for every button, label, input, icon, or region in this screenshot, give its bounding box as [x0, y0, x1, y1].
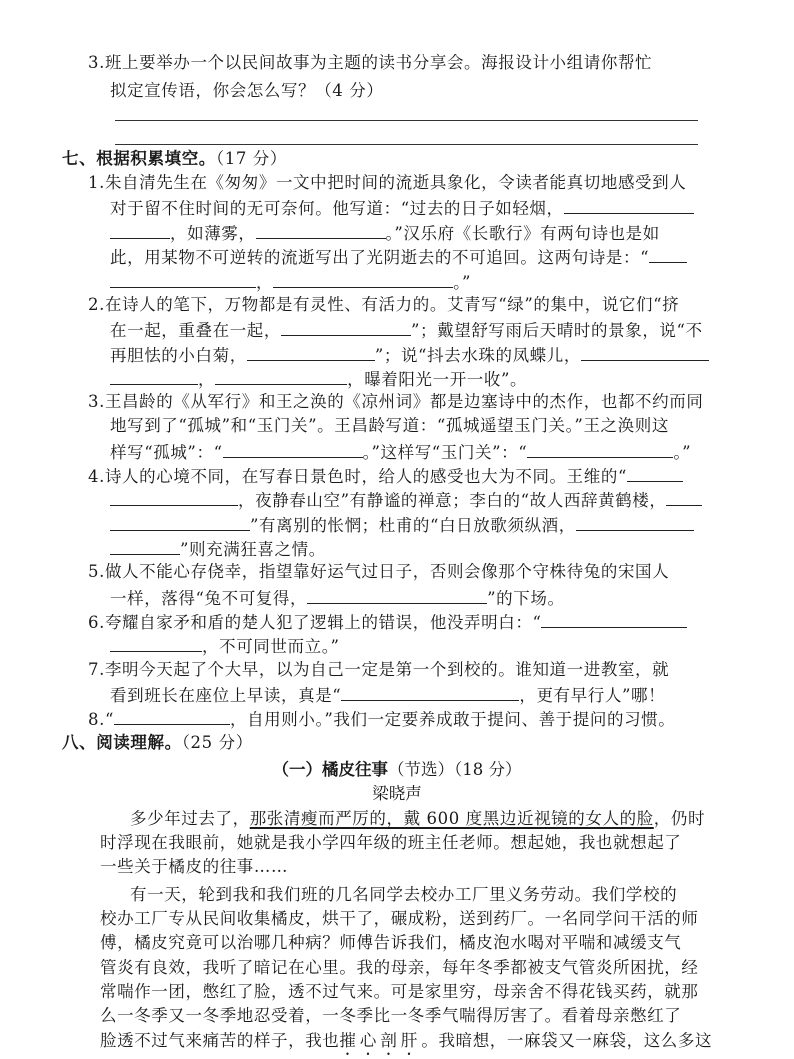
q7-1-line-2 [110, 196, 694, 220]
q7-4-line-1 [88, 464, 683, 488]
blank-q6-b[interactable] [110, 634, 202, 652]
passage-title-line [0, 759, 794, 781]
answer-line-1[interactable] [115, 120, 698, 121]
q7-1-text-5b: 。” [453, 273, 471, 292]
blank-q2-e[interactable] [215, 367, 347, 385]
q7-3-text-3c: 。” [673, 443, 692, 462]
passage-p1-line-3: 一些关于橘皮的往事…… [100, 857, 289, 876]
q7-3-line-2: 地写到了“孤城”和“玉门关”。王昌龄写道：“孤城遥望玉门关。”王之涣则这 [110, 416, 669, 435]
blank-q2-a[interactable] [281, 318, 411, 336]
q7-2-line-3 [110, 343, 709, 367]
q7-1-line-5 [110, 270, 471, 294]
passage-p2-line-2: 校办工厂专从民间收集橘皮，烘干了，碾成粉，送到药厂。一名同学问干活的师 [100, 909, 699, 928]
blank-q4-f[interactable] [110, 537, 180, 555]
q7-1-line-3 [110, 221, 660, 245]
q7-3-text-3a: 样写“孤城”：“ [110, 443, 223, 462]
section-8-score: （25 分） [181, 733, 253, 752]
passage-p2-line-5: 常喘作一团，憋红了脸，透不过气来。可是家里穷，母亲舍不得花钱买药，就那 [100, 982, 699, 1001]
q7-4-line-3 [110, 513, 694, 537]
blank-q1-c[interactable] [256, 221, 386, 239]
q7-1-text-5a: ， [256, 273, 274, 292]
answer-line-2[interactable] [115, 144, 698, 145]
q7-4-line-2 [110, 488, 702, 512]
blank-q3-b[interactable] [527, 440, 673, 458]
q7-2-line-2 [110, 318, 703, 342]
passage-subtitle: （节选）（18 分） [388, 760, 522, 779]
passage-p2-line-6: 么一冬季又一冬季地忍受着，一冬季比一冬季气喘得厉害了。看着母亲憋红了 [100, 1006, 682, 1025]
q7-4-text-1: 4.诗人的心境不同，在写春日景色时，给人的感受也大为不同。王维的“ [88, 467, 627, 486]
q7-1-text: 对于留不住时间的无可奈何。他写道：“过去的日子如轻烟， [110, 199, 564, 218]
p1-text-1a: 多少年过去了， [130, 809, 250, 828]
p1-text-1c: ，仍时 [653, 809, 706, 828]
blank-q1-f[interactable] [273, 270, 453, 288]
q7-3-line-3 [110, 440, 691, 464]
q7-6-line-1 [88, 610, 687, 634]
q7-1-line-4 [110, 245, 687, 269]
q7-8-line-1 [88, 707, 675, 731]
q7-6-line-2 [110, 634, 340, 658]
blank-q8-a[interactable] [114, 707, 230, 725]
q7-2-text-4b: ，曝着阳光一开一收”。 [347, 370, 528, 389]
q7-6-text-2a: ，不可同世而立。” [202, 637, 340, 656]
q7-2-text-2b: ”；戴望舒写雨后天晴时的景象，说“不 [411, 321, 703, 340]
passage-p1-line-1 [130, 808, 705, 830]
section-8-heading [62, 732, 253, 754]
blank-q1-a[interactable] [564, 196, 694, 214]
q7-5-line-2 [110, 586, 565, 610]
blank-q7-a[interactable] [341, 683, 519, 701]
q7-1-text-3a: ，如薄雾， [170, 224, 256, 243]
q7-2-text-3a: 再胆怯的小白菊， [110, 346, 247, 365]
q7-2-text-3b: ”；说“抖去水珠的凤蝶儿， [374, 346, 581, 365]
blank-q2-b[interactable] [247, 343, 375, 361]
q7-2-text-4a: ， [198, 370, 216, 389]
section-7-title: 七、根据积累填空。 [62, 149, 216, 168]
passage-p1-line-2: 时浮现在我眼前，她就是我小学四年级的班主任老师。想起她，我也就想起了 [100, 833, 682, 852]
q7-1-text-4: 此，用某物不可逆转的流逝写出了光阴逝去的不可追回。这两句诗是：“ [110, 248, 650, 267]
q7-8-text-1a: 8.“ [88, 710, 114, 729]
blank-q4-e[interactable] [576, 513, 694, 531]
q7-4-text-3a: ”有离别的怅惘；杜甫的“白日放歌须纵酒， [250, 516, 576, 535]
blank-q3-a[interactable] [223, 440, 363, 458]
passage-p2-line-3: 傅，橘皮究竟可以治哪几种病？师傅告诉我们，橘皮泡水喝对平喘和减缓支气 [100, 933, 682, 952]
blank-q4-d[interactable] [110, 513, 250, 531]
q7-4-line-4 [110, 537, 326, 561]
blank-q2-c[interactable] [581, 343, 709, 361]
blank-q2-d[interactable] [110, 367, 198, 385]
passage-p2-line-1: 有一天，轮到我和我们班的几名同学去校办工厂里义务劳动。我们学校的 [130, 885, 678, 904]
section-7-score: （17 分） [215, 149, 287, 168]
blank-q1-b[interactable] [110, 221, 170, 239]
passage-p2-line-4: 管炎有良效，我听了暗记在心里。我的母亲，每年冬季都被支气管炎所困扰，经 [100, 958, 699, 977]
q7-4-text-2a: ，夜静春山空”有静谧的禅意；李白的“故人西辞黄鹤楼， [238, 491, 667, 510]
blank-q1-e[interactable] [110, 270, 256, 288]
q7-1-line-1: 1.朱自清先生在《匆匆》一文中把时间的流逝具象化，令读者能真切地感受到人 [88, 173, 687, 192]
q7-7-line-2 [110, 683, 665, 707]
section-7-heading [62, 148, 287, 170]
q7-1-text-3b: 。”汉乐府《长歌行》有两句诗也是如 [385, 224, 660, 243]
q7-7-text-2a: 看到班长在座位上早读，真是“ [110, 686, 342, 705]
section-8-title: 八、阅读理解。 [62, 733, 182, 752]
blank-q4-c[interactable] [666, 488, 702, 506]
p2-text-7c: 。我暗想，一麻袋又一麻袋，这么多这 [421, 1031, 713, 1050]
p2-emphasized-word: 摧心剖肝 [339, 1031, 422, 1050]
question-6-3-line-1: 3.班上要举办一个以民间故事为主题的读书分享会。海报设计小组请你帮忙 [88, 53, 653, 72]
blank-q5-a[interactable] [307, 586, 487, 604]
q7-6-text-1: 6.夸耀自家矛和盾的楚人犯了逻辑上的错误，他没弄明白：“ [88, 613, 542, 632]
blank-q4-b[interactable] [110, 488, 238, 506]
q7-5-text-2a: 一样，落得“兔不可复得， [110, 589, 308, 608]
q7-2-line-4 [110, 367, 527, 391]
passage-author: 梁晓声 [372, 784, 422, 803]
q7-2-text-2a: 在一起，重叠在一起， [110, 321, 281, 340]
p2-text-7a: 脸透不过气来痛苦的样子，我也 [100, 1031, 340, 1050]
q7-7-line-1: 7.李明今天起了个大早，以为自己一定是第一个到校的。谁知道一进教室，就 [88, 660, 670, 679]
blank-q1-d[interactable] [649, 245, 687, 263]
q7-3-text-3b: 。”这样写“玉门关”：“ [362, 443, 528, 462]
q7-4-text-4a: ”则充满狂喜之情。 [180, 540, 326, 559]
q7-8-text-1b: ，自用则小。”我们一定要养成敢于提问、善于提问的习惯。 [229, 710, 676, 729]
q7-7-text-2b: ，更有早行人”哪！ [519, 686, 666, 705]
p1-underlined-phrase: 那张清瘦而严厉的，戴 600 度黑边近视镜的女人的脸 [249, 809, 654, 828]
question-6-3-line-2: 拟定宣传语，你会怎么写？（4 分） [110, 81, 384, 100]
passage-title: （一）橘皮往事 [272, 760, 388, 779]
q7-3-line-1: 3.王昌龄的《从军行》和王之涣的《凉州词》都是边塞诗中的杰作，也都不约而同 [88, 392, 704, 411]
passage-p2-line-7 [100, 1030, 712, 1059]
q7-2-line-1: 2.在诗人的笔下，万物都是有灵性、有活力的。艾青写“绿”的集中，说它们“挤 [88, 295, 680, 314]
blank-q6-a[interactable] [541, 610, 687, 628]
blank-q4-a[interactable] [627, 464, 683, 482]
q7-5-text-2b: ”的下场。 [487, 589, 565, 608]
q7-5-line-1: 5.做人不能心存侥幸，指望靠好运气过日子，否则会像那个守株待兔的宋国人 [88, 562, 670, 581]
